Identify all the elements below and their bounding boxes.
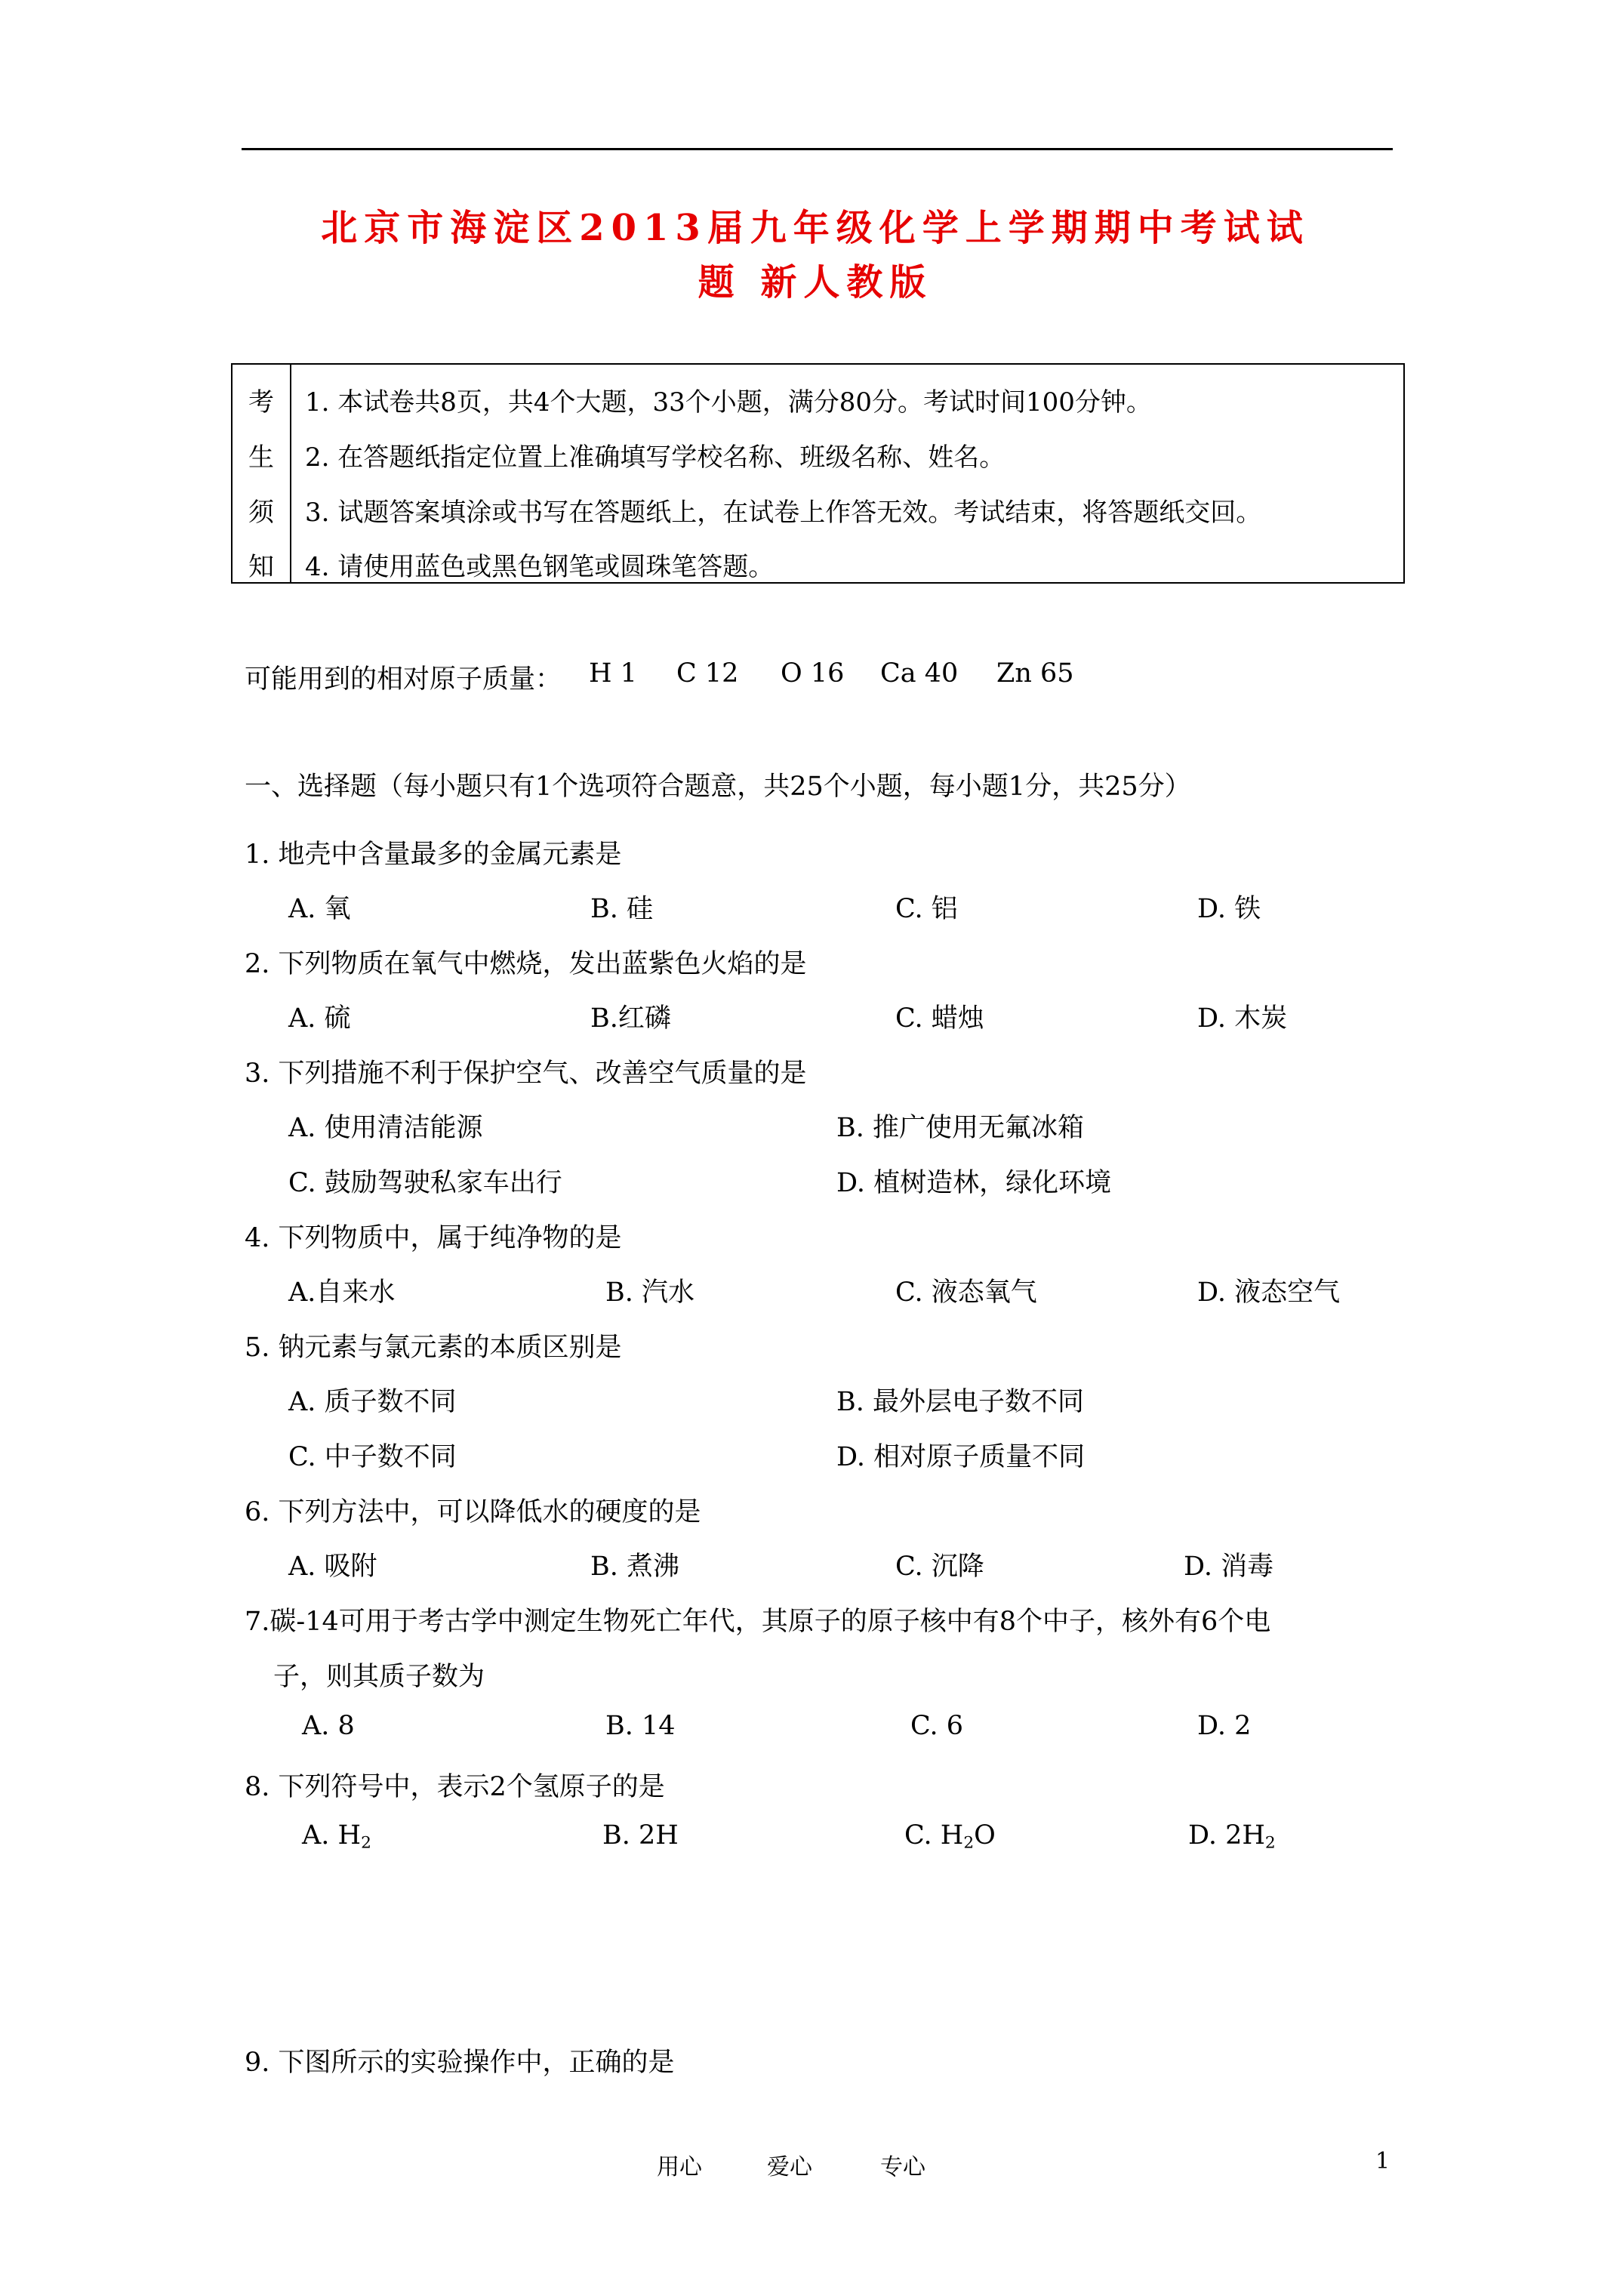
option-a xyxy=(302,1820,371,1851)
atomic-mass-value: O 16 xyxy=(781,658,845,689)
notice-item: 1. 本试卷共8页，共4个大题，33个小题，满分80分。考试时间100分钟。 xyxy=(305,387,1152,418)
option-d: D. 相对原子质量不同 xyxy=(836,1442,1086,1472)
option-c: C. 铝 xyxy=(895,894,958,924)
option-a: A. 硫 xyxy=(288,1003,351,1034)
question-stem: 4. 下列物质中，属于纯净物的是 xyxy=(245,1223,622,1253)
question-stem: 9. 下图所示的实验操作中，正确的是 xyxy=(245,2048,675,2078)
page-number: 1 xyxy=(1375,2148,1390,2174)
atomic-mass-value: Ca 40 xyxy=(880,658,959,689)
option-c: C. 鼓励驾驶私家车出行 xyxy=(288,1168,562,1198)
atomic-mass-value: H 1 xyxy=(589,658,637,689)
option-b: B. 推广使用无氟冰箱 xyxy=(836,1113,1084,1143)
notice-item: 2. 在答题纸指定位置上准确填写学校名称、班级名称、姓名。 xyxy=(305,442,1006,473)
option-a: A. 氧 xyxy=(288,894,351,924)
option-c: C. 液态氧气 xyxy=(895,1277,1037,1308)
notice-item: 3. 试题答案填涂或书写在答题纸上，在试卷上作答无效。考试结束，将答题纸交回。 xyxy=(305,498,1262,528)
page-title-line1: 北京市海淀区2013届九年级化学上学期期中考试试 xyxy=(321,207,1310,249)
option-c: C. 中子数不同 xyxy=(288,1442,457,1472)
option-d: D. 植树造林，绿化环境 xyxy=(836,1168,1112,1198)
option-b: B. 14 xyxy=(605,1711,676,1741)
option-b: B. 硅 xyxy=(590,894,653,924)
section-heading: 一、选择题（每小题只有1个选项符合题意，共25个小题，每小题1分，共25分） xyxy=(245,772,1191,802)
option-c-suffix: O xyxy=(974,1820,996,1851)
footer-word: 用心 xyxy=(657,2154,702,2180)
notice-label-column xyxy=(233,365,291,582)
question-stem: 7.碳-14可用于考古学中测定生物死亡年代，其原子的原子核中有8个中子，核外有6个电 xyxy=(245,1607,1271,1637)
option-b: B. 汽水 xyxy=(605,1277,694,1308)
notice-item: 4. 请使用蓝色或黑色钢笔或圆珠笔答题。 xyxy=(305,552,775,582)
option-a: A. 使用清洁能源 xyxy=(288,1113,483,1143)
option-b: B. 最外层电子数不同 xyxy=(836,1387,1084,1417)
atomic-mass-value: Zn 65 xyxy=(996,658,1074,689)
footer-word: 专心 xyxy=(880,2154,925,2180)
question-stem: 3. 下列措施不利于保护空气、改善空气质量的是 xyxy=(245,1059,807,1089)
exam-notice-box xyxy=(231,363,1405,584)
option-d: D. 木炭 xyxy=(1197,1003,1288,1034)
option-d: D. 液态空气 xyxy=(1197,1277,1341,1308)
option-a: A. 吸附 xyxy=(288,1552,377,1582)
option-a: A.自来水 xyxy=(288,1277,396,1308)
option-b: B. 2H xyxy=(602,1820,679,1851)
question-stem: 1. 地壳中含量最多的金属元素是 xyxy=(245,840,622,870)
question-stem: 5. 钠元素与氯元素的本质区别是 xyxy=(245,1333,622,1363)
option-a: A. 8 xyxy=(302,1711,355,1741)
header-rule xyxy=(242,148,1393,150)
question-stem: 8. 下列符号中，表示2个氢原子的是 xyxy=(245,1772,665,1802)
option-b: B. 煮沸 xyxy=(590,1552,679,1582)
option-d: D. 2 xyxy=(1197,1711,1252,1741)
subscript: 2 xyxy=(963,1833,975,1853)
question-stem-continued: 子，则其质子数为 xyxy=(273,1662,485,1692)
option-b: B.红磷 xyxy=(590,1003,671,1034)
option-c: C. 蜡烛 xyxy=(895,1003,984,1034)
option-d-text: D. 2H xyxy=(1188,1820,1265,1851)
notice-label-char: 生 xyxy=(248,442,274,473)
notice-label-char: 须 xyxy=(248,498,274,528)
option-c: C. 沉降 xyxy=(895,1552,984,1582)
notice-label-char: 考 xyxy=(248,387,274,418)
option-c-text: C. H xyxy=(904,1820,964,1851)
option-c xyxy=(904,1820,996,1851)
atomic-mass-label: 可能用到的相对原子质量： xyxy=(245,664,562,695)
option-d: D. 消毒 xyxy=(1184,1552,1274,1582)
footer-word: 爱心 xyxy=(767,2154,812,2180)
notice-label-char: 知 xyxy=(248,552,274,582)
option-a: A. 质子数不同 xyxy=(288,1387,457,1417)
option-d: D. 铁 xyxy=(1197,894,1261,924)
option-c: C. 6 xyxy=(910,1711,964,1741)
page-title-line2: 题 新人教版 xyxy=(698,261,933,304)
question-stem: 2. 下列物质在氧气中燃烧，发出蓝紫色火焰的是 xyxy=(245,949,807,979)
subscript: 2 xyxy=(1264,1833,1276,1853)
option-a-text: A. H xyxy=(302,1820,362,1851)
subscript: 2 xyxy=(361,1833,371,1853)
option-d xyxy=(1188,1820,1276,1851)
atomic-mass-value: C 12 xyxy=(676,658,739,689)
question-stem: 6. 下列方法中，可以降低水的硬度的是 xyxy=(245,1497,701,1527)
